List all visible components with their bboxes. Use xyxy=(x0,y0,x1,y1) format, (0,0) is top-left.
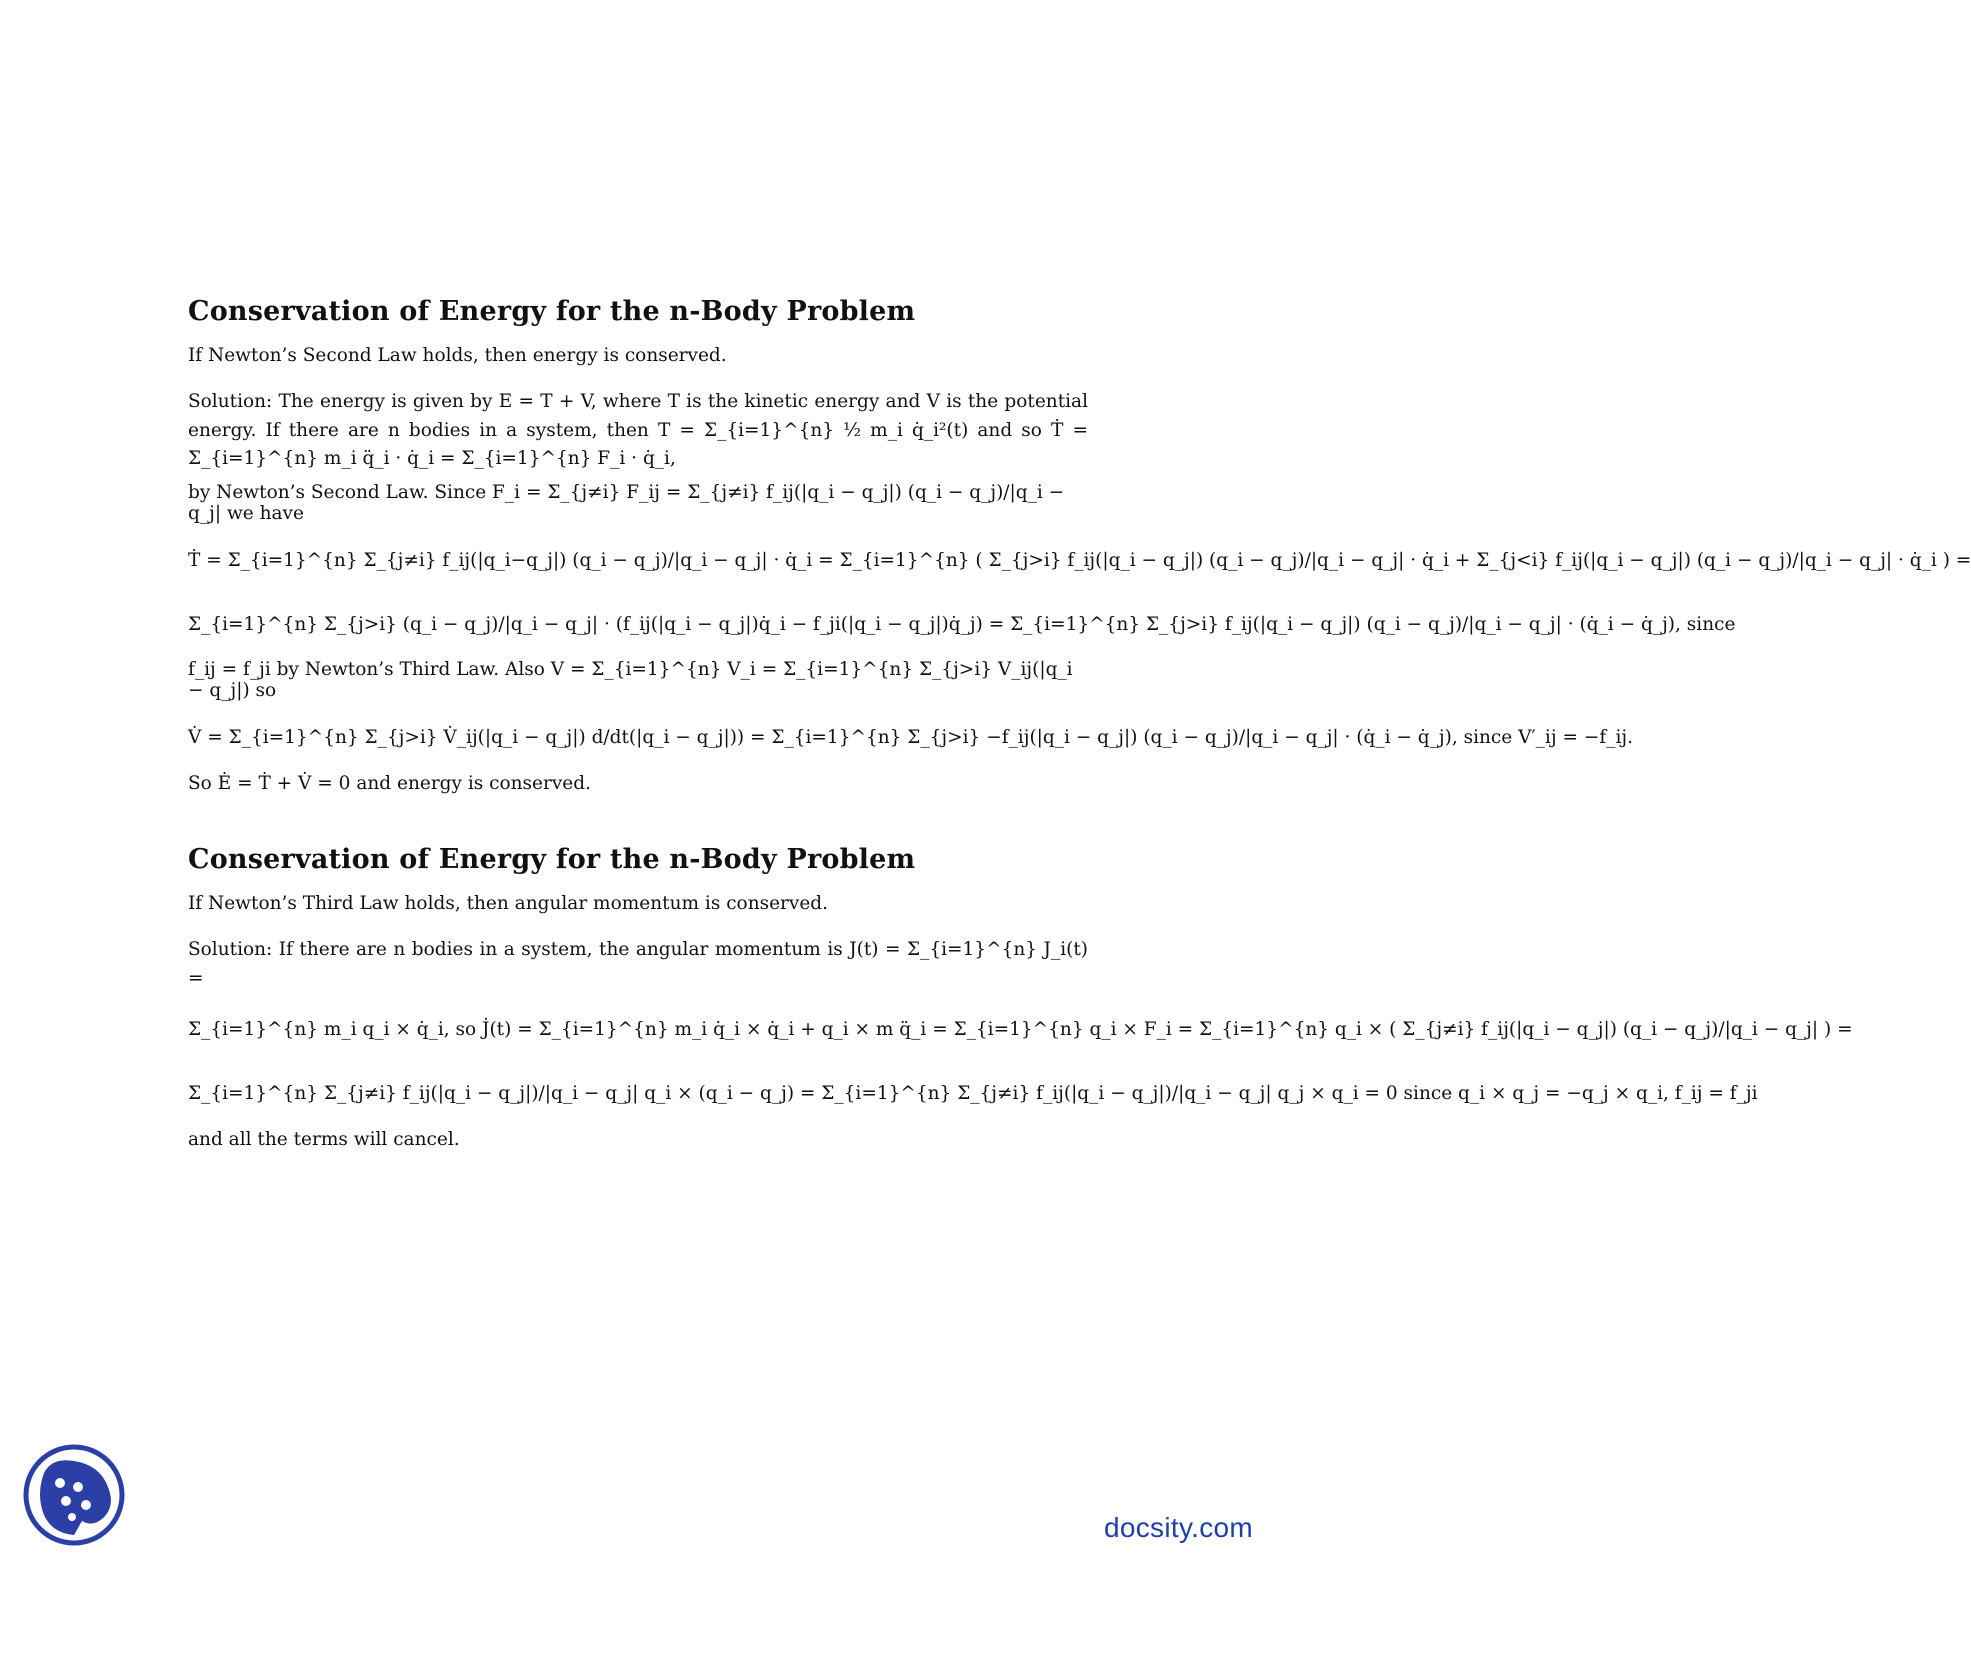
docsity-brand-link[interactable]: docsity.com xyxy=(1104,1512,1254,1543)
section1-line3: f_ij = f_ji by Newton’s Third Law. Also V = Σ_{i=1}^{n} V_i = Σ_{i=1}^{n} Σ_{j>i} V_ij(|q_i − q_j|) so xyxy=(188,659,1073,702)
section2-statement: If Newton’s Third Law holds, then angular momentum is conserved. xyxy=(188,892,829,914)
section1-equation-1: Ṫ = Σ_{i=1}^{n} Σ_{j≠i} f_ij(|q_i−q_j|) (q_i − q_j)/|q_i − q_j| · q̇_i = Σ_{i=1}^{n} ( Σ_{j>i} f_ij(|q_i − q_j|) (q_i − q_j)/|q_i − q_j| · q̇_i + Σ_{j<i} f_ij(|q_i − q_j|) (q_i − q_j)/|q_i − q_j| · q̇_i ) = xyxy=(188,550,1971,572)
section1-statement: If Newton’s Second Law holds, then energy is conserved. xyxy=(188,345,727,366)
section2-title: Conservation of Energy for the n-Body Problem xyxy=(188,843,916,875)
docsity-logo-icon[interactable] xyxy=(22,1443,126,1547)
section1-equation-3: V̇ = Σ_{i=1}^{n} Σ_{j>i} V̇_ij(|q_i − q_j|) d/dt(|q_i − q_j|)) = Σ_{i=1}^{n} Σ_{j>i} −f_ij(|q_i − q_j|) (q_i − q_j)/|q_i − q_j| · (q̇_i − q̇_j), since V′_ij = −f_ij. xyxy=(188,727,1633,749)
section1-solution-intro: Solution: The energy is given by E = T + V, where T is the kinetic energy and V is the potential energy. If there are n bodies in a system, then T = Σ_{i=1}^{n} ½ m_i q̇_i²(t) and so Ṫ = Σ_{i=1}^{n} m_i q̈_i · q̇_i = Σ_{i=1}^{n} F_i · q̇_i, xyxy=(188,391,1088,470)
section1-equation-2: Σ_{i=1}^{n} Σ_{j>i} (q_i − q_j)/|q_i − q_j| · (f_ij(|q_i − q_j|)q̇_i − f_ji(|q_i − q_j|)q̇_j) = Σ_{i=1}^{n} Σ_{j>i} f_ij(|q_i − q_j|) (q_i − q_j)/|q_i − q_j| · (q̇_i − q̇_j), since xyxy=(188,613,1736,635)
section2-solution-intro: Solution: If there are n bodies in a system, the angular momentum is J(t) = Σ_{i=1}^{n} J_i(t) = xyxy=(188,938,1088,989)
section2-equation-2: Σ_{i=1}^{n} Σ_{j≠i} f_ij(|q_i − q_j|)/|q_i − q_j| q_i × (q_i − q_j) = Σ_{i=1}^{n} Σ_{j≠i} f_ij(|q_i − q_j|)/|q_i − q_j| q_j × q_i = 0 since q_i × q_j = −q_j × q_i, f_ij = f_ji xyxy=(188,1082,1758,1104)
section1-title: Conservation of Energy for the n-Body Problem xyxy=(188,296,916,327)
document-content xyxy=(188,296,1971,1150)
logo-graphic xyxy=(22,1443,126,1547)
section2-conclusion: and all the terms will cancel. xyxy=(188,1128,460,1150)
section1-conclusion: So Ė = Ṫ + V̇ = 0 and energy is conserved. xyxy=(188,772,591,794)
section1-line2: by Newton’s Second Law. Since F_i = Σ_{j≠i} F_ij = Σ_{j≠i} f_ij(|q_i − q_j|) (q_i − q_j)/|q_i − q_j| we have xyxy=(188,482,1065,525)
section2-equation-1: Σ_{i=1}^{n} m_i q_i × q̇_i, so J̇(t) = Σ_{i=1}^{n} m_i q̇_i × q̇_i + q_i × m q̈_i = Σ_{i=1}^{n} q_i × F_i = Σ_{i=1}^{n} q_i × ( Σ_{j≠i} f_ij(|q_i − q_j|) (q_i − q_j)/|q_i − q_j| ) = xyxy=(188,1019,1853,1041)
